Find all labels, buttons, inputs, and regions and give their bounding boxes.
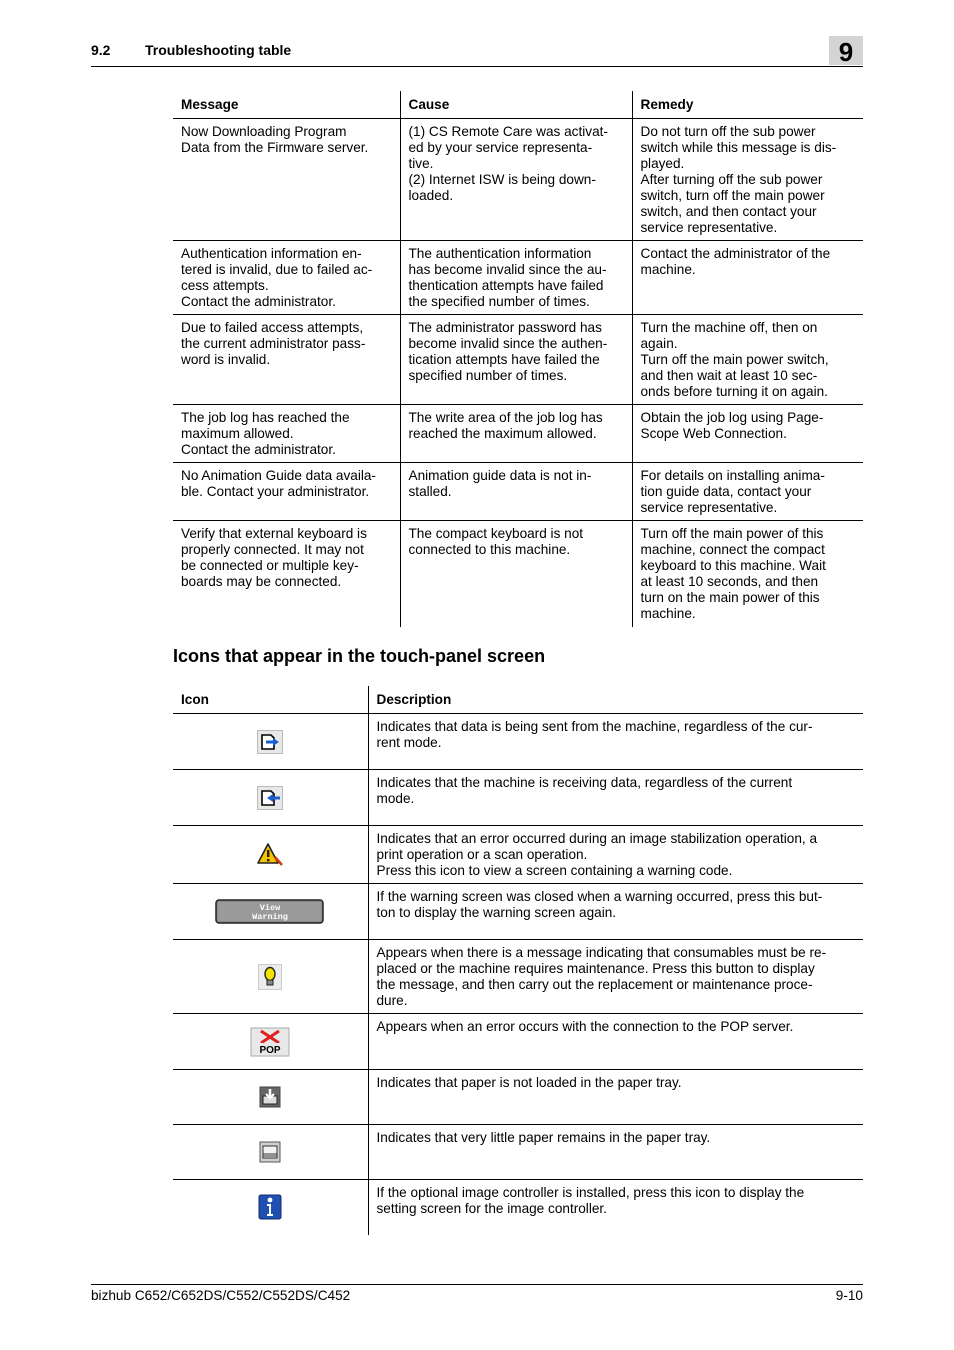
maintenance-bulb-icon [173, 964, 368, 990]
message-cell: The job log has reached the maximum allowed. Contact the administrator. [173, 405, 400, 463]
table-row [173, 826, 863, 884]
page-number: 9-10 [835, 1288, 863, 1303]
cause-cell: Animation guide data is not in- stalled. [400, 463, 632, 521]
column-header-cause: Cause [400, 91, 632, 119]
image-controller-info-icon [173, 1194, 368, 1220]
icon-cell [173, 714, 368, 770]
description-cell: If the warning screen was closed when a warning occurred, press this but- ton to display the warning screen again. [368, 884, 863, 940]
remedy-cell: Contact the administrator of the machine. [632, 241, 863, 315]
message-cell: Verify that external keyboard is properly connected. It may not be connected or multiple key- boards may be connected. [173, 521, 400, 627]
table-row [173, 521, 863, 627]
section-title: Troubleshooting table [145, 42, 292, 58]
table-row [173, 770, 863, 826]
remedy-cell: For details on installing anima- tion guide data, contact your service representative. [632, 463, 863, 521]
table-header-row [173, 686, 863, 714]
pop-error-icon [173, 1027, 368, 1057]
remedy-cell: Do not turn off the sub power switch while this message is dis- played. After turning off the sub power switch, turn off the main power switch, and then contact your service representative. [632, 119, 863, 241]
table-row [173, 884, 863, 940]
icon-cell [173, 1180, 368, 1235]
warning-triangle-icon [173, 841, 368, 869]
page-header [91, 36, 863, 67]
description-cell: Indicates that an error occurred during an image stabilization operation, a print operation or a scan operation. Press this icon to view a screen containing a warning code. [368, 826, 863, 884]
section-number: 9.2 [91, 42, 111, 58]
table-row [173, 1014, 863, 1070]
page-footer [91, 1284, 863, 1303]
table-row [173, 1180, 863, 1235]
paper-empty-icon [173, 1086, 368, 1108]
view-warning-button-icon [173, 899, 368, 925]
remedy-cell: Obtain the job log using Page- Scope Web Connection. [632, 405, 863, 463]
table-row [173, 940, 863, 1014]
description-cell: Appears when an error occurs with the connection to the POP server. [368, 1014, 863, 1070]
table-row [173, 315, 863, 405]
column-header-icon: Icon [173, 686, 368, 714]
icon-cell [173, 770, 368, 826]
cause-cell: The write area of the job log has reached the maximum allowed. [400, 405, 632, 463]
icon-cell [173, 884, 368, 940]
table-header-row [173, 91, 863, 119]
table-row [173, 1070, 863, 1125]
description-cell: Indicates that data is being sent from the machine, regardless of the cur- rent mode. [368, 714, 863, 770]
icon-cell [173, 1070, 368, 1125]
remedy-cell: Turn the machine off, then on again. Turn off the main power switch, and then wait at least 10 sec- onds before turning it on again. [632, 315, 863, 405]
view-warning-button-text: Warning [252, 911, 289, 922]
cause-cell: The compact keyboard is not connected to this machine. [400, 521, 632, 627]
cause-cell: The administrator password has become invalid since the authen- tication attempts have failed the specified number of times. [400, 315, 632, 405]
paper-low-icon [173, 1141, 368, 1163]
remedy-cell: Turn off the main power of this machine, connect the compact keyboard to this machine. Wait at least 10 seconds, and then turn on the main power of this machine. [632, 521, 863, 627]
cause-cell: (1) CS Remote Care was activat- ed by your service representa- tive. (2) Internet ISW is being down- loaded. [400, 119, 632, 241]
table-row [173, 405, 863, 463]
column-header-description: Description [368, 686, 863, 714]
column-header-message: Message [173, 91, 400, 119]
chapter-number-box: 9 [829, 36, 863, 65]
message-cell: Authentication information en- tered is invalid, due to failed ac- cess attempts. Contact the administrator. [173, 241, 400, 315]
description-cell: Appears when there is a message indicating that consumables must be re- placed or the machine requires maintenance. Press this button to display the message, and then carry out the replacement or maintenance proce- dure. [368, 940, 863, 1014]
model-name: bizhub C652/C652DS/C552/C552DS/C452 [91, 1288, 351, 1303]
pop-icon-text: POP [259, 1044, 281, 1056]
data-receiving-icon [173, 786, 368, 810]
troubleshooting-table [173, 91, 863, 627]
section-heading-icons: Icons that appear in the touch-panel screen [173, 646, 546, 666]
message-cell: No Animation Guide data availa- ble. Contact your administrator. [173, 463, 400, 521]
table-row [173, 714, 863, 770]
view-warning-button-text: View [260, 902, 281, 913]
table-row [173, 463, 863, 521]
icon-cell [173, 1014, 368, 1070]
table-row [173, 1125, 863, 1180]
description-cell: If the optional image controller is installed, press this icon to display the setting screen for the image controller. [368, 1180, 863, 1235]
table-row [173, 241, 863, 315]
icon-cell [173, 940, 368, 1014]
table-row [173, 119, 863, 241]
data-sending-icon [173, 730, 368, 754]
description-cell: Indicates that the machine is receiving data, regardless of the current mode. [368, 770, 863, 826]
icon-table [173, 686, 863, 1235]
cause-cell: The authentication information has become invalid since the au- thentication attempts have failed the specified number of times. [400, 241, 632, 315]
description-cell: Indicates that paper is not loaded in the paper tray. [368, 1070, 863, 1125]
icon-cell [173, 826, 368, 884]
description-cell: Indicates that very little paper remains in the paper tray. [368, 1125, 863, 1180]
icon-cell [173, 1125, 368, 1180]
message-cell: Now Downloading Program Data from the Firmware server. [173, 119, 400, 241]
message-cell: Due to failed access attempts, the current administrator pass- word is invalid. [173, 315, 400, 405]
column-header-remedy: Remedy [632, 91, 863, 119]
